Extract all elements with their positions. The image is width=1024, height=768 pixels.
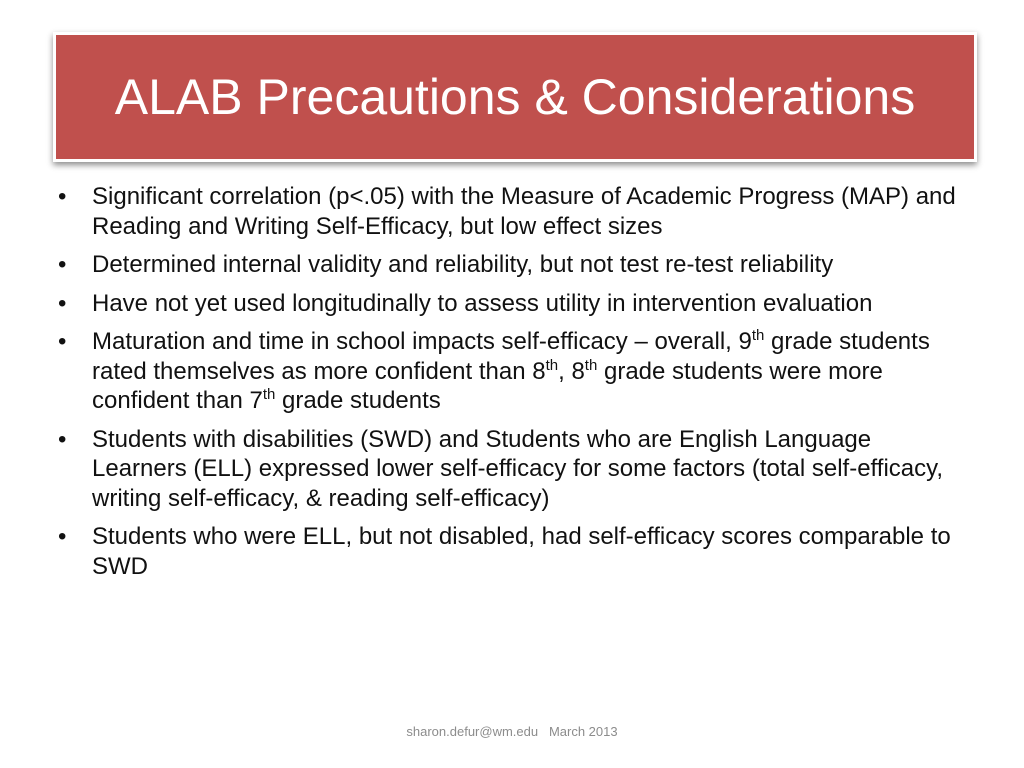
bullet-dot-icon: • [58,183,67,210]
bullet-dot-icon: • [58,523,67,550]
bullet-text: Have not yet used longitudinally to assess utility in intervention evaluation [92,289,873,317]
bullet-text: Students with disabilities (SWD) and Students who are English Language Learners (ELL) expressed lower self-efficacy for some factors (total self-efficacy, writing self-efficacy, & reading self-efficacy) [92,425,944,512]
bullet-text [92,328,930,414]
bullet-text: Students who were ELL, but not disabled, had self-efficacy scores comparable to SWD [92,523,951,580]
bullet-dot-icon: • [58,425,67,453]
bullet-list [52,182,972,590]
slide-footer [0,724,1024,739]
text-segment: grade students [275,387,441,414]
text-segment: grade students were more confident than 7 [92,357,883,414]
ordinal-suffix: th [751,327,765,344]
bullet-item [52,425,972,514]
bullet-item [52,522,972,581]
bullet-item [52,250,972,280]
ordinal-suffix: th [545,356,559,374]
bullet-text: Determined internal validity and reliability, but not test re-test reliability [92,251,834,278]
bullet-dot-icon: • [58,328,67,355]
footer-email: sharon.defur@wm.edu [406,724,539,739]
text-segment: Maturation and time in school impacts self-efficacy – overall, 9 [92,328,752,355]
title-banner [53,32,977,162]
text-segment: , 8 [558,357,585,385]
slide-title: ALAB Precautions & Considerations [114,69,916,125]
bullet-item [52,289,972,319]
bullet-text: Significant correlation (p<.05) with the Measure of Academic Progress (MAP) and Reading and Writing Self-Efficacy, but low effect sizes [92,183,956,240]
bullet-item [52,327,972,416]
bullet-dot-icon: • [58,289,67,317]
ordinal-suffix: th [262,386,276,403]
bullet-item [52,182,972,241]
bullet-dot-icon: • [58,251,67,278]
ordinal-suffix: th [584,356,598,374]
footer-date: March 2013 [548,724,618,739]
text-segment: grade students rated themselves as more confident than 8 [92,328,930,385]
